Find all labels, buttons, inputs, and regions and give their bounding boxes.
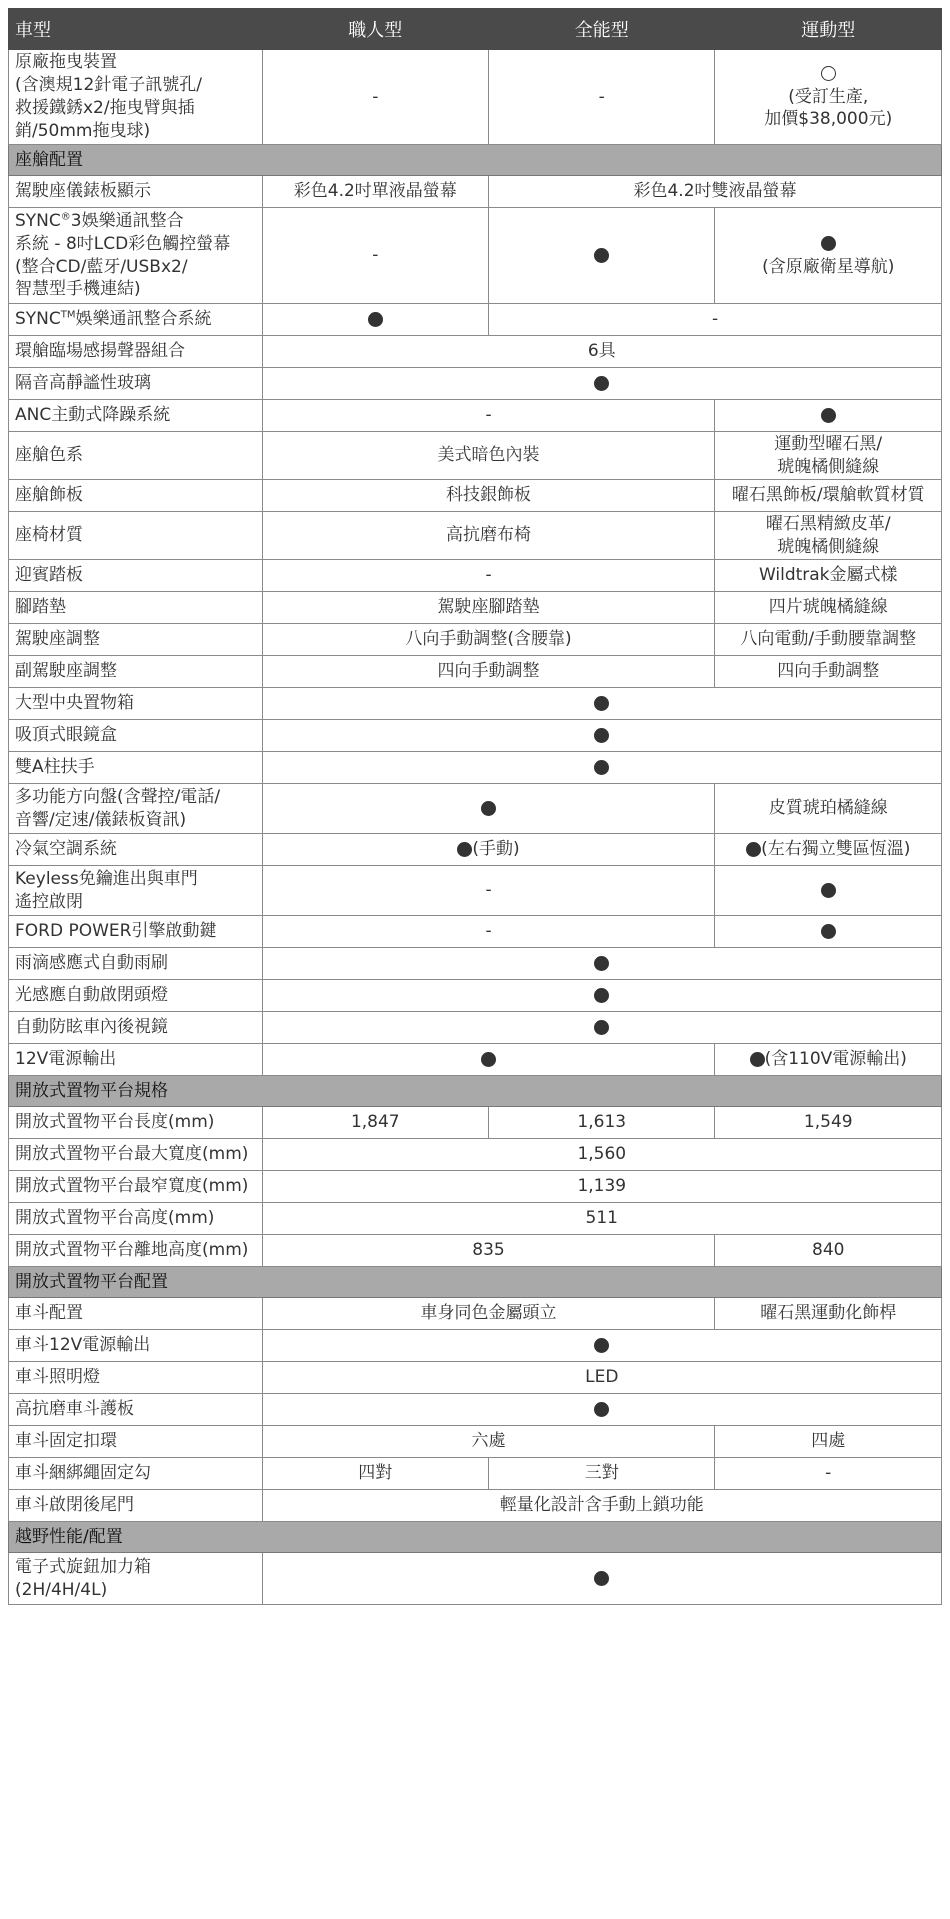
section-bed-spec [9, 1076, 942, 1107]
row-bed-12v [9, 1330, 942, 1362]
cell-craftsman: 彩色4.2吋單液晶螢幕 [262, 176, 488, 208]
standard-dot-icon [594, 728, 609, 743]
label-line: 3娛樂通訊整合 [70, 210, 184, 231]
row-towing [9, 50, 942, 145]
cell-allround: 三對 [489, 1458, 715, 1490]
row-label: 副駕駛座調整 [9, 656, 263, 688]
row-label: 開放式置物平台離地高度(mm) [9, 1235, 263, 1267]
note: (手動) [472, 839, 520, 860]
cell-sport [715, 400, 942, 432]
section-title: 越野性能/配置 [9, 1522, 942, 1553]
cell-craftsman-allround: 高抗磨布椅 [262, 512, 715, 560]
cell-craftsman-allround: - [262, 916, 715, 948]
row-label: 環艙臨場感揚聲器組合 [9, 336, 263, 368]
standard-dot-icon [746, 842, 761, 857]
row-label: ANC主動式降躁系統 [9, 400, 263, 432]
cell-all [262, 1330, 941, 1362]
standard-dot-icon [750, 1052, 765, 1067]
row-label: 光感應自動啟閉頭燈 [9, 980, 263, 1012]
section-title: 座艙配置 [9, 145, 942, 176]
cell-craftsman-allround: - [262, 560, 715, 592]
standard-dot-icon [594, 1338, 609, 1353]
cell-craftsman-allround: - [262, 400, 715, 432]
cell-craftsman-allround: 車身同色金屬頭立 [262, 1298, 715, 1330]
label-line: 智慧型手機連結) [15, 279, 141, 300]
row-floor-mat [9, 592, 942, 624]
standard-dot-icon [594, 376, 609, 391]
standard-dot-icon [821, 236, 836, 251]
standard-dot-icon [594, 1402, 609, 1417]
row-passenger-seat [9, 656, 942, 688]
label-line: 電子式旋鈕加力箱 [15, 1556, 151, 1577]
row-label [9, 304, 263, 336]
cell-craftsman: 四對 [262, 1458, 488, 1490]
cell-craftsman-allround: 美式暗色內裝 [262, 432, 715, 480]
standard-dot-icon [594, 1020, 609, 1035]
cell-all [262, 720, 941, 752]
note-line: (受訂生產, [788, 86, 869, 107]
row-trim [9, 480, 942, 512]
row-seat-material [9, 512, 942, 560]
cell-all [262, 980, 941, 1012]
row-label: 腳踏墊 [9, 592, 263, 624]
note-line: (含原廠衛星導航) [762, 256, 895, 277]
cell-sport [715, 512, 942, 560]
row-label: 自動防眩車內後視鏡 [9, 1012, 263, 1044]
row-bed-height [9, 1203, 942, 1235]
row-bed-ground [9, 1235, 942, 1267]
cell-craftsman-allround: 科技銀飾板 [262, 480, 715, 512]
row-label: 12V電源輸出 [9, 1044, 263, 1076]
row-label: 雙A柱扶手 [9, 752, 263, 784]
row-driver-seat [9, 624, 942, 656]
row-bed-light [9, 1362, 942, 1394]
row-bed-min-width [9, 1171, 942, 1203]
row-bed-config [9, 1298, 942, 1330]
row-bed-length [9, 1107, 942, 1139]
cell-craftsman: - [262, 50, 488, 145]
section-offroad [9, 1522, 942, 1553]
row-label [9, 784, 263, 834]
row-label: 冷氣空調系統 [9, 834, 263, 866]
cell-all: LED [262, 1362, 941, 1394]
row-label [9, 866, 263, 916]
section-cabin [9, 145, 942, 176]
header-craftsman: 職人型 [262, 9, 488, 50]
header-sport: 運動型 [715, 9, 942, 50]
label-line: (整合CD/藍牙/USBx2/ [15, 256, 188, 277]
standard-dot-icon [821, 883, 836, 898]
label-line: 系統 - 8吋LCD彩色觸控螢幕 [15, 233, 231, 254]
header-model: 車型 [9, 9, 263, 50]
row-label: 隔音高靜謐性玻璃 [9, 368, 263, 400]
section-bed-config [9, 1267, 942, 1298]
standard-dot-icon [594, 696, 609, 711]
registered-mark: ® [60, 210, 71, 222]
row-bed-max-width [9, 1139, 942, 1171]
row-scuff [9, 560, 942, 592]
cell-craftsman-allround: - [262, 866, 715, 916]
note-line: 琥魄橘側縫線 [777, 456, 880, 477]
cell-craftsman-allround [262, 834, 715, 866]
row-bed-hooks [9, 1458, 942, 1490]
cell-sport: 840 [715, 1235, 942, 1267]
cell-craftsman-allround: 835 [262, 1235, 715, 1267]
standard-dot-icon [594, 988, 609, 1003]
cell-allround-sport: 彩色4.2吋雙液晶螢幕 [489, 176, 942, 208]
note: (左右獨立雙區恆溫) [761, 839, 911, 860]
cell-craftsman-allround: 六處 [262, 1426, 715, 1458]
label-line: (2H/4H/4L) [15, 1579, 108, 1600]
spec-table [8, 8, 942, 1605]
standard-dot-icon [368, 312, 383, 327]
cell-craftsman: - [262, 208, 488, 304]
row-label: 座艙飾板 [9, 480, 263, 512]
cell-sport: 皮質琥珀橘縫線 [715, 784, 942, 834]
cell-allround [489, 208, 715, 304]
row-outlet-12v [9, 1044, 942, 1076]
row-sync3 [9, 208, 942, 304]
label-line: Keyless免鑰進出與車門 [15, 868, 198, 889]
cell-all [262, 368, 941, 400]
row-speakers [9, 336, 942, 368]
label-line: 救援鐵銹x2/拖曳臂與插 [15, 98, 195, 118]
note-line: 運動型曜石黑/ [774, 433, 883, 454]
cell-craftsman-allround [262, 1044, 715, 1076]
note-line: 琥魄橘側縫線 [777, 536, 880, 557]
cell-craftsman-allround [262, 784, 715, 834]
standard-dot-icon [594, 248, 609, 263]
label-line: (含澳規12針電子訊號孔/ [15, 75, 202, 96]
row-mirror [9, 1012, 942, 1044]
row-label: 吸頂式眼鏡盒 [9, 720, 263, 752]
row-label: 車斗啟閉後尾門 [9, 1490, 263, 1522]
row-label: 車斗配置 [9, 1298, 263, 1330]
standard-dot-icon [481, 1052, 496, 1067]
label-line: 銷/50mm拖曳球) [15, 120, 151, 141]
row-label: 開放式置物平台高度(mm) [9, 1203, 263, 1235]
row-label: 大型中央置物箱 [9, 688, 263, 720]
cell-all: 6具 [262, 336, 941, 368]
cell-craftsman-allround: 四向手動調整 [262, 656, 715, 688]
row-label: 車斗綑綁繩固定勾 [9, 1458, 263, 1490]
cell-all: 1,560 [262, 1139, 941, 1171]
optional-circle-icon [821, 66, 836, 81]
section-title: 開放式置物平台規格 [9, 1076, 942, 1107]
row-bed-rings [9, 1426, 942, 1458]
row-label: 開放式置物平台長度(mm) [9, 1107, 263, 1139]
section-title: 開放式置物平台配置 [9, 1267, 942, 1298]
cell-all [262, 688, 941, 720]
row-bed-liner [9, 1394, 942, 1426]
cell-craftsman: 1,847 [262, 1107, 488, 1139]
row-console [9, 688, 942, 720]
row-sunglass [9, 720, 942, 752]
label-line: 多功能方向盤(含聲控/電話/ [15, 786, 221, 807]
cell-sport [715, 866, 942, 916]
cell-sport: Wildtrak金屬式樣 [715, 560, 942, 592]
row-steering [9, 784, 942, 834]
row-cabin-color [9, 432, 942, 480]
note-line: 曜石黑精緻皮革/ [765, 513, 891, 534]
row-auto-lamp [9, 980, 942, 1012]
row-label: 車斗照明燈 [9, 1362, 263, 1394]
row-label: 高抗磨車斗護板 [9, 1394, 263, 1426]
label-line: 音響/定速/儀錶板資訊) [15, 809, 187, 830]
cell-sport [715, 208, 942, 304]
cell-all [262, 1012, 941, 1044]
row-glass [9, 368, 942, 400]
row-label: 開放式置物平台最窄寬度(mm) [9, 1171, 263, 1203]
standard-dot-icon [457, 842, 472, 857]
cell-all [262, 1394, 941, 1426]
cell-sport [715, 432, 942, 480]
cell-craftsman [262, 304, 488, 336]
cell-sport: 八向電動/手動腰靠調整 [715, 624, 942, 656]
row-transfer [9, 1553, 942, 1605]
row-rain-wiper [9, 948, 942, 980]
row-sync-tm [9, 304, 942, 336]
row-power-start [9, 916, 942, 948]
cell-all [262, 1553, 941, 1605]
row-label: 開放式置物平台最大寬度(mm) [9, 1139, 263, 1171]
cell-all: 輕量化設計含手動上鎖功能 [262, 1490, 941, 1522]
row-label: 駕駛座儀錶板顯示 [9, 176, 263, 208]
standard-dot-icon [821, 924, 836, 939]
row-anc [9, 400, 942, 432]
row-label: 駕駛座調整 [9, 624, 263, 656]
standard-dot-icon [481, 801, 496, 816]
standard-dot-icon [594, 760, 609, 775]
standard-dot-icon [821, 408, 836, 423]
standard-dot-icon [594, 1571, 609, 1586]
row-label [9, 1553, 263, 1605]
cell-sport [715, 50, 942, 145]
cell-craftsman-allround: 八向手動調整(含腰靠) [262, 624, 715, 656]
cell-all [262, 948, 941, 980]
row-label: 車斗固定扣環 [9, 1426, 263, 1458]
note: (含110V電源輸出) [764, 1049, 907, 1070]
label-line: SYNC [15, 210, 61, 231]
cell-allround: - [489, 50, 715, 145]
cell-allround: 1,613 [489, 1107, 715, 1139]
cell-sport: 曜石黑飾板/環艙軟質材質 [715, 480, 942, 512]
row-label: 迎賓踏板 [9, 560, 263, 592]
cell-allround-sport: - [489, 304, 942, 336]
cell-sport: 四向手動調整 [715, 656, 942, 688]
cell-sport: - [715, 1458, 942, 1490]
cell-sport: 1,549 [715, 1107, 942, 1139]
cell-craftsman-allround: 駕駛座腳踏墊 [262, 592, 715, 624]
trademark-mark: TM [60, 309, 76, 321]
row-label: FORD POWER引擎啟動鍵 [9, 916, 263, 948]
cell-sport: 四片琥魄橘縫線 [715, 592, 942, 624]
row-label: 座艙色系 [9, 432, 263, 480]
row-label [9, 208, 263, 304]
row-ac [9, 834, 942, 866]
row-label [9, 50, 263, 145]
cell-sport [715, 1044, 942, 1076]
cell-sport [715, 916, 942, 948]
standard-dot-icon [594, 956, 609, 971]
label-line: 娛樂通訊整合系統 [75, 309, 212, 330]
row-label: 車斗12V電源輸出 [9, 1330, 263, 1362]
cell-sport: 四處 [715, 1426, 942, 1458]
label-line: SYNC [15, 309, 61, 330]
row-tailgate [9, 1490, 942, 1522]
row-keyless [9, 866, 942, 916]
cell-all: 1,139 [262, 1171, 941, 1203]
row-label: 雨滴感應式自動雨刷 [9, 948, 263, 980]
header-allround: 全能型 [489, 9, 715, 50]
row-a-pillar [9, 752, 942, 784]
cell-all [262, 752, 941, 784]
cell-sport [715, 834, 942, 866]
note-line: 加價$38,000元) [764, 109, 893, 130]
label-line: 遙控啟閉 [15, 891, 83, 912]
cell-all: 511 [262, 1203, 941, 1235]
row-label: 座椅材質 [9, 512, 263, 560]
header-row [9, 9, 942, 50]
row-dashboard [9, 176, 942, 208]
label-line: 原廠拖曳裝置 [15, 52, 117, 73]
cell-sport: 曜石黑運動化飾桿 [715, 1298, 942, 1330]
